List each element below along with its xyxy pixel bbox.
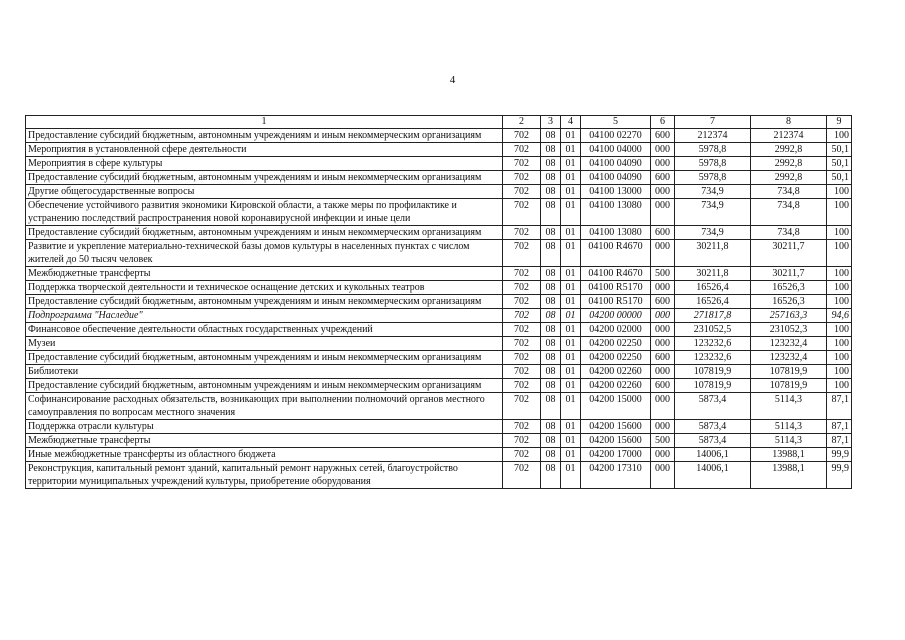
cell-section: 08 (541, 143, 561, 157)
cell-ministry-code: 702 (503, 129, 541, 143)
cell-section: 08 (541, 323, 561, 337)
cell-planned: 231052,5 (675, 323, 751, 337)
cell-target-article: 04100 04090 (581, 157, 651, 171)
cell-planned: 107819,9 (675, 365, 751, 379)
cell-executed: 107819,9 (751, 365, 827, 379)
cell-subsection: 01 (561, 379, 581, 393)
cell-expense-type: 000 (651, 393, 675, 420)
cell-executed: 16526,3 (751, 281, 827, 295)
cell-percent: 100 (827, 226, 852, 240)
cell-expense-type: 500 (651, 434, 675, 448)
cell-target-article: 04100 R4670 (581, 267, 651, 281)
cell-section: 08 (541, 434, 561, 448)
cell-percent: 87,1 (827, 420, 852, 434)
cell-expense-type: 000 (651, 143, 675, 157)
cell-subsection: 01 (561, 226, 581, 240)
table-header-row (26, 116, 852, 129)
cell-ministry-code: 702 (503, 281, 541, 295)
cell-percent: 50,1 (827, 143, 852, 157)
cell-target-article: 04100 R5170 (581, 281, 651, 295)
cell-section: 08 (541, 185, 561, 199)
cell-ministry-code: 702 (503, 295, 541, 309)
cell-planned: 16526,4 (675, 295, 751, 309)
cell-expense-type: 000 (651, 462, 675, 489)
cell-target-article: 04100 R5170 (581, 295, 651, 309)
cell-percent: 100 (827, 267, 852, 281)
cell-planned: 14006,1 (675, 448, 751, 462)
table-row (26, 171, 852, 185)
cell-section: 08 (541, 157, 561, 171)
cell-ministry-code: 702 (503, 226, 541, 240)
cell-subsection: 01 (561, 434, 581, 448)
table-row (26, 226, 852, 240)
cell-section: 08 (541, 393, 561, 420)
header-cell: 3 (541, 116, 561, 129)
cell-section: 08 (541, 420, 561, 434)
cell-expense-type: 000 (651, 199, 675, 226)
cell-name: Библиотеки (26, 365, 503, 379)
cell-section: 08 (541, 199, 561, 226)
cell-ministry-code: 702 (503, 157, 541, 171)
table-row (26, 337, 852, 351)
cell-name: Мероприятия в сфере культуры (26, 157, 503, 171)
cell-expense-type: 000 (651, 420, 675, 434)
cell-executed: 2992,8 (751, 171, 827, 185)
cell-planned: 5873,4 (675, 393, 751, 420)
cell-executed: 13988,1 (751, 462, 827, 489)
cell-target-article: 04200 02260 (581, 379, 651, 393)
cell-ministry-code: 702 (503, 379, 541, 393)
cell-percent: 100 (827, 129, 852, 143)
cell-ministry-code: 702 (503, 185, 541, 199)
cell-ministry-code: 702 (503, 448, 541, 462)
cell-percent: 100 (827, 323, 852, 337)
cell-executed: 2992,8 (751, 157, 827, 171)
cell-executed: 5114,3 (751, 434, 827, 448)
cell-target-article: 04200 17310 (581, 462, 651, 489)
cell-expense-type: 600 (651, 226, 675, 240)
cell-subsection: 01 (561, 199, 581, 226)
cell-subsection: 01 (561, 351, 581, 365)
cell-expense-type: 000 (651, 185, 675, 199)
cell-subsection: 01 (561, 393, 581, 420)
cell-ministry-code: 702 (503, 240, 541, 267)
cell-executed: 734,8 (751, 199, 827, 226)
table-row (26, 309, 852, 323)
cell-target-article: 04200 17000 (581, 448, 651, 462)
cell-percent: 100 (827, 185, 852, 199)
cell-subsection: 01 (561, 323, 581, 337)
cell-name: Поддержка отрасли культуры (26, 420, 503, 434)
cell-subsection: 01 (561, 295, 581, 309)
cell-expense-type: 000 (651, 448, 675, 462)
cell-executed: 5114,3 (751, 393, 827, 420)
cell-ministry-code: 702 (503, 462, 541, 489)
cell-expense-type: 000 (651, 323, 675, 337)
table-row (26, 434, 852, 448)
cell-planned: 5978,8 (675, 157, 751, 171)
cell-planned: 30211,8 (675, 240, 751, 267)
cell-section: 08 (541, 129, 561, 143)
table-row (26, 199, 852, 226)
cell-executed: 231052,3 (751, 323, 827, 337)
cell-subsection: 01 (561, 281, 581, 295)
cell-subsection: 01 (561, 420, 581, 434)
cell-expense-type: 500 (651, 267, 675, 281)
cell-ministry-code: 702 (503, 434, 541, 448)
cell-percent: 100 (827, 295, 852, 309)
cell-planned: 14006,1 (675, 462, 751, 489)
cell-percent: 100 (827, 365, 852, 379)
cell-planned: 5978,8 (675, 171, 751, 185)
table-row (26, 295, 852, 309)
header-cell: 5 (581, 116, 651, 129)
cell-section: 08 (541, 309, 561, 323)
cell-name: Подпрограмма "Наследие" (26, 309, 503, 323)
cell-planned: 734,9 (675, 199, 751, 226)
cell-target-article: 04200 00000 (581, 309, 651, 323)
table-row (26, 379, 852, 393)
cell-target-article: 04100 13080 (581, 199, 651, 226)
cell-section: 08 (541, 267, 561, 281)
cell-name: Предоставление субсидий бюджетным, автономным учреждениям и иным некоммерческим организациям (26, 295, 503, 309)
table-row (26, 393, 852, 420)
table-row (26, 143, 852, 157)
cell-ministry-code: 702 (503, 337, 541, 351)
cell-executed: 2992,8 (751, 143, 827, 157)
table-row (26, 448, 852, 462)
cell-expense-type: 000 (651, 240, 675, 267)
cell-expense-type: 600 (651, 379, 675, 393)
cell-subsection: 01 (561, 337, 581, 351)
cell-planned: 5873,4 (675, 434, 751, 448)
cell-section: 08 (541, 462, 561, 489)
table-row (26, 129, 852, 143)
cell-executed: 30211,7 (751, 267, 827, 281)
table-row (26, 462, 852, 489)
cell-target-article: 04100 02270 (581, 129, 651, 143)
cell-expense-type: 000 (651, 365, 675, 379)
header-cell: 8 (751, 116, 827, 129)
cell-subsection: 01 (561, 462, 581, 489)
cell-section: 08 (541, 337, 561, 351)
cell-name: Финансовое обеспечение деятельности областных государственных учреждений (26, 323, 503, 337)
cell-ministry-code: 702 (503, 171, 541, 185)
table-row (26, 323, 852, 337)
cell-executed: 13988,1 (751, 448, 827, 462)
cell-planned: 271817,8 (675, 309, 751, 323)
cell-percent: 87,1 (827, 434, 852, 448)
cell-expense-type: 600 (651, 129, 675, 143)
cell-ministry-code: 702 (503, 351, 541, 365)
cell-subsection: 01 (561, 365, 581, 379)
cell-executed: 257163,3 (751, 309, 827, 323)
cell-section: 08 (541, 295, 561, 309)
cell-percent: 99,9 (827, 462, 852, 489)
cell-expense-type: 000 (651, 337, 675, 351)
cell-name: Предоставление субсидий бюджетным, автономным учреждениям и иным некоммерческим организациям (26, 129, 503, 143)
cell-percent: 50,1 (827, 171, 852, 185)
cell-percent: 94,6 (827, 309, 852, 323)
cell-expense-type: 000 (651, 309, 675, 323)
header-cell: 7 (675, 116, 751, 129)
cell-section: 08 (541, 448, 561, 462)
cell-subsection: 01 (561, 143, 581, 157)
table-row (26, 185, 852, 199)
cell-subsection: 01 (561, 171, 581, 185)
cell-target-article: 04200 15600 (581, 434, 651, 448)
table-row (26, 365, 852, 379)
cell-section: 08 (541, 171, 561, 185)
table-row (26, 281, 852, 295)
cell-ministry-code: 702 (503, 393, 541, 420)
cell-section: 08 (541, 365, 561, 379)
cell-section: 08 (541, 240, 561, 267)
cell-executed: 734,8 (751, 185, 827, 199)
header-cell: 1 (26, 116, 503, 129)
cell-percent: 100 (827, 199, 852, 226)
cell-subsection: 01 (561, 240, 581, 267)
cell-name: Межбюджетные трансферты (26, 267, 503, 281)
cell-name: Развитие и укрепление материально-технической базы домов культуры в населенных пунктах с числом жителей до 50 тысяч человек (26, 240, 503, 267)
cell-ministry-code: 702 (503, 323, 541, 337)
cell-section: 08 (541, 379, 561, 393)
cell-expense-type: 000 (651, 157, 675, 171)
cell-percent: 100 (827, 281, 852, 295)
cell-target-article: 04200 02000 (581, 323, 651, 337)
cell-subsection: 01 (561, 185, 581, 199)
header-cell: 6 (651, 116, 675, 129)
cell-name: Предоставление субсидий бюджетным, автономным учреждениям и иным некоммерческим организациям (26, 351, 503, 365)
cell-name: Софинансирование расходных обязательств, возникающих при выполнении полномочий органов местного самоуправления по вопросам местного значения (26, 393, 503, 420)
cell-target-article: 04100 13080 (581, 226, 651, 240)
cell-planned: 107819,9 (675, 379, 751, 393)
table-row (26, 420, 852, 434)
header-cell: 4 (561, 116, 581, 129)
cell-ministry-code: 702 (503, 365, 541, 379)
cell-name: Обеспечение устойчивого развития экономики Кировской области, а также меры по профилактике и устранению последствий распространения новой коронавирусной инфекции и иные цели (26, 199, 503, 226)
table-row (26, 157, 852, 171)
cell-planned: 30211,8 (675, 267, 751, 281)
cell-executed: 212374 (751, 129, 827, 143)
cell-expense-type: 000 (651, 281, 675, 295)
cell-planned: 16526,4 (675, 281, 751, 295)
cell-percent: 100 (827, 379, 852, 393)
cell-name: Музеи (26, 337, 503, 351)
cell-ministry-code: 702 (503, 199, 541, 226)
cell-percent: 100 (827, 240, 852, 267)
cell-name: Мероприятия в установленной сфере деятельности (26, 143, 503, 157)
cell-subsection: 01 (561, 157, 581, 171)
table-row (26, 351, 852, 365)
cell-subsection: 01 (561, 129, 581, 143)
cell-ministry-code: 702 (503, 420, 541, 434)
cell-target-article: 04100 R4670 (581, 240, 651, 267)
cell-name: Иные межбюджетные трансферты из областного бюджета (26, 448, 503, 462)
cell-ministry-code: 702 (503, 143, 541, 157)
cell-target-article: 04200 02250 (581, 337, 651, 351)
table-row (26, 267, 852, 281)
cell-subsection: 01 (561, 448, 581, 462)
table-row (26, 240, 852, 267)
cell-section: 08 (541, 226, 561, 240)
cell-executed: 107819,9 (751, 379, 827, 393)
cell-target-article: 04100 13000 (581, 185, 651, 199)
cell-planned: 734,9 (675, 226, 751, 240)
cell-executed: 30211,7 (751, 240, 827, 267)
cell-executed: 734,8 (751, 226, 827, 240)
cell-target-article: 04100 04090 (581, 171, 651, 185)
cell-percent: 99,9 (827, 448, 852, 462)
cell-section: 08 (541, 281, 561, 295)
cell-target-article: 04200 15600 (581, 420, 651, 434)
cell-name: Реконструкция, капитальный ремонт зданий, капитальный ремонт наружных сетей, благоустройство территории муниципальных учреждений культуры, приобретение оборудования (26, 462, 503, 489)
cell-planned: 123232,6 (675, 337, 751, 351)
cell-planned: 212374 (675, 129, 751, 143)
cell-target-article: 04100 04000 (581, 143, 651, 157)
page-number: 4 (449, 74, 456, 86)
cell-percent: 100 (827, 351, 852, 365)
cell-name: Предоставление субсидий бюджетным, автономным учреждениям и иным некоммерческим организациям (26, 171, 503, 185)
cell-planned: 734,9 (675, 185, 751, 199)
cell-name: Другие общегосударственные вопросы (26, 185, 503, 199)
cell-planned: 5978,8 (675, 143, 751, 157)
cell-name: Межбюджетные трансферты (26, 434, 503, 448)
cell-target-article: 04200 02250 (581, 351, 651, 365)
cell-executed: 123232,4 (751, 337, 827, 351)
cell-executed: 16526,3 (751, 295, 827, 309)
cell-expense-type: 600 (651, 171, 675, 185)
cell-executed: 5114,3 (751, 420, 827, 434)
cell-name: Поддержка творческой деятельности и техническое оснащение детских и кукольных театров (26, 281, 503, 295)
cell-section: 08 (541, 351, 561, 365)
cell-percent: 100 (827, 337, 852, 351)
cell-percent: 87,1 (827, 393, 852, 420)
cell-percent: 50,1 (827, 157, 852, 171)
cell-executed: 123232,4 (751, 351, 827, 365)
cell-expense-type: 600 (651, 295, 675, 309)
budget-table (25, 115, 852, 489)
cell-ministry-code: 702 (503, 267, 541, 281)
header-cell: 2 (503, 116, 541, 129)
cell-name: Предоставление субсидий бюджетным, автономным учреждениям и иным некоммерческим организациям (26, 379, 503, 393)
header-cell: 9 (827, 116, 852, 129)
cell-subsection: 01 (561, 267, 581, 281)
cell-target-article: 04200 15000 (581, 393, 651, 420)
cell-planned: 123232,6 (675, 351, 751, 365)
cell-subsection: 01 (561, 309, 581, 323)
cell-target-article: 04200 02260 (581, 365, 651, 379)
cell-name: Предоставление субсидий бюджетным, автономным учреждениям и иным некоммерческим организациям (26, 226, 503, 240)
cell-planned: 5873,4 (675, 420, 751, 434)
cell-ministry-code: 702 (503, 309, 541, 323)
cell-expense-type: 600 (651, 351, 675, 365)
